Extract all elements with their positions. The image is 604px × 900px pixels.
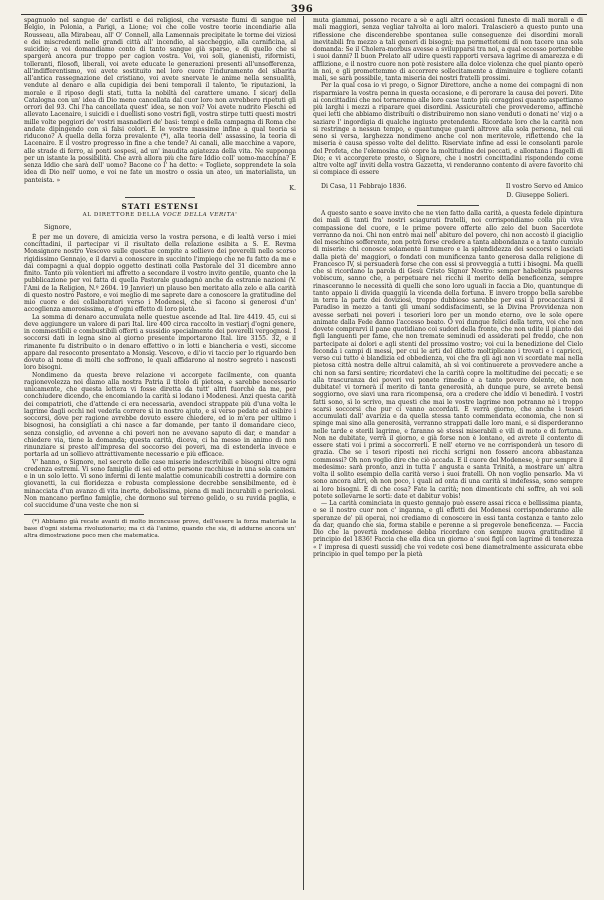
letter-closing: Il vostro Servo ed Amico [505,182,583,190]
section-subheading [24,212,296,219]
letter-date: Di Casa, 11 Febbrajo 1836. [321,182,407,190]
left-column [24,17,296,539]
page-number: 396 [290,4,314,15]
letter-dateline [313,183,583,190]
letter-paragraph: La somma di denaro accumulata nelle questue ascende ad Ital. lire 4419. 45, cui si deve aggiungere un valore di pari Ital. lire 400 circa raccolto in vestiarj d'ogni genere, in commestibili e combustibili offerti a sussidio specialmente dei poverelli vergognosi. I soccorsi dati in legna sino al giorno presente importarono Ital. lire 3155. 32, e il rimanente fu distribuito o in denaro effettivo o in lotti e biancheria e vesti, siccome appare dal resoconto presentato a Monsig. Vescovo, e di'io vi taccio per lo riguardo ben dovuto al nome di molti che soffrono, le quali affidarono al nostro segreto i nascosti loro bisogni. [24,313,296,372]
letter-salutation: Signore, [44,222,72,231]
right-column [313,17,583,558]
section-separator [125,197,195,198]
subheading-journal: VOCE DELLA VERITA' [162,212,238,219]
subheading-prefix: AL DIRETTORE DELLA [82,212,161,219]
editorial-paragraph: — La carità cominciata in questo gennajo può essere assai ricca e bellissima pianta, e se il nostro cuor non c' inganna, e gli effetti dei Modenesi corrisponderanno alle speranze de' pii operai, noi crediamo di conoscere in essi tanta costanza e tanto zelo da dar, quando che sia, forma stabile e perenne a sì pregevole beneficenza. — Faccia Dio che la povertà modenese debba ricordare con sempre nuova gratitudine il principio del 1836! Faccia che ella dica un giorno a' suoi figli con lagrime di tenerezza « l' impresa di questi sussidj che voi vedete così bene diametralmente assicurata ebbe principio in quel tempo per la pietà [313,500,583,558]
letter-paragraph: Nondimeno da questa breve relazione vi accorgete facilmente, con quanta ragionevolezza noi diamo alla nostra Patria il titolo di pietosa, e sarebbe necessario unicamente, che questa lettera vi fosse diretta da tutt' altri fuorchè da me, per conchiudere dicendo, che encomiando la carità si lodano i Modenesi. Anzi questa carità dei compatrioti, che d'attende ci era necessaria, avendoci strappate più d'una volta le lagrime dagli occhi nel vederla correre sì in nostro ajuto, e sì verso pedate ad esibire i soccorsi, dove per ragione avrebbe dovuto essere chiedere, ed io m'era per ultimo i bisognosi, ha consigliati a chi nasce a far domande, per tanto il domandare cieco, senza consiglio, ed avvenne a chi poveri non ne avevano saputo di dar, e mandar a chiedere via, tiene la domanda; questa carità, diceva, ci ha messo in animo di non rinunziare si presto all'impresa del soccorso dei poveri, ma di estenderla invece e portarla ad un sollievo attrattivamente necessario e più efficace. [24,371,296,459]
letter-paragraph: È per me un dovere, di amicizia verso la vostra persona, e di lealtà verso i miei concittadini, il partecipar vi il risultato della relazione esibita a S. E. Revma Monsignore nostro Vescovo sulle questue compite a sollievo dei poverelli nello scorso rigidissimo Gennajo, e il darvi a conoscere in succinto l'impiego che ne fu fatto da me e dai compagni a qual doppio oggetto destinati colla Pastorale del 31 dicembre anno finito. Tanto più volentieri mi affretto a secondare il vostro invito gentile, quanto che la pubblicazione per voi fatta di quella Pastorale guadagnò anche da estranie nazioni (V. l'Ami de la Religion, N.º 2604. 19 Janvier) un plauso ben meritato alla zelo e alla carità di questo nostro Pastore, e voi meglio di me saprete dare a conoscere la gratitudine del mio cuore e dei collaboratori verso i Modenesi, che sì facono sì generosi d'un' accoglienza amorosissima, e d'ogni effetto di loro pietà. [24,233,296,314]
letter-signer: D. Giuseppe Solieri. [506,191,569,199]
letter-paragraph: V' hanno, o Signore, nel secreto delle case miserie indescrivibili e bisogni oltre ogni credenza estremi. Vi sono famiglie di sei ed otto persone racchiuse in una sola camera e in un solo letto. Vi sono infermi di lente malattie comunicabili costretti a dormire con giovanetti, la cui floridezza e robusta complessione decrebbe sensibilmente, ed è minacciata d'un avanzo di vita inerte, debolissima, piena di mali incurabili e pericolosi. Non mancano perfino famiglie, che dormono sul terreno gelido, o su ruvida paglia, e col succidume d'una veste che non si [24,458,296,509]
letter-paragraph: Per la qual cosa io vi prego, o Signor Direttore, anche a nome dei compagni di non risparmiare la vostra penna in questa occasione, e di perorare la causa dei poveri. Dite ai concittadini che noi torneremo alle loro case tanto più coraggiosi quanto aspettiamo più larghi i mezzi a riparare quei disordini. Assicurateli che provvederemo, affinchè quei letti che abbiamo distribuiti o distribuiremo non siano venduti o donati ne' vizj o a saziare l' ingordigia di qualche ingiusto pretendente. Ricordate loro che la carità non si restringe a nessun tempo, e quantunque guardi altrove alla sola persona, nel cui seno si versa, larghezza nondimeno anche col non meritevole, riflettendo che la miseria è causa spesso volte del delitto. Riserviate infine ad essi le consolanti parole del Profeta, che l'elemosina ciò copre la moltitudine dei peccati, e allontana i flagelli di Dio; e vi accorgerete presto, o Signore, che i nostri concittadini rispondendo come altre volte agl' inviti della vostra Gazzetta, vi renderanno contento di avere favorito chi si compiace di essere [313,82,583,177]
letter-paragraph: muta giammai, possono recare a sè e agli altri occasioni funeste di mali morali e di mali maggiori, senza vegliar talvolta ai loro malori. Tralascierò a questo punto una riflessione che discenderebbe spontanea sulle conseguenze dei disordini morali inevitabili fra mezzo a tali generi di bisogni; ma permettetemi di non tacere una sola domanda: Se il Cholera-morbus avesse a svilupparsi tra noi, a qual eccesso porterebbe i suoi danni? Il buon Prelato all' udire questi rapporti versava lagrime di amarezza e di afflizione, e il nostro cuore non potè resistere alla dolce violenza che quel pianto operò in noi, e gli promettemmo di accorrere sollecitamente a diminuire e togliere cotanti mali, se sarà possibile, tanta miseria dei nostri fratelli prossimi. [313,17,583,82]
footnote: (*) Abbiamo già recate avanti di molto inconcusse prove, dell'essere la forza materiale la base d'ogni sistema rivoluzionario; ma ci dà l'animo, quando che sia, di addurne ancora un' altra dimostrazione poco men che matematica. [24,519,296,539]
section-separator [417,205,479,206]
header-rule [21,14,587,15]
column-divider [303,16,304,890]
editorial-paragraph: A questo santo e soave invito che ne vien fatto dalla carità, a questa fedele dipintura dei mali di tanti fra' nostri sciagurati fratelli, noi corrispondiamo colla più viva compassione del cuore, e le prime povere offerte allo zelo del buon Sacerdote verranno da noi. Chi non entrò mai nell' abituro del povero, chi non accostò il giaciglio del meschino sofferente, non potrà forse credere a tanta abbondanza e a tanto cumulo di miserie: chi conosce solamente il numero e la splendidezza dei soccorsi o lasciati dalla pietà de' maggiori, o fondati con munificenza tanto generosa dalla religione di Francesco IV, si persuaderà forse che con essi si provveggia a tutti i bisogni. Ma quelli che si ricordano la parola di Gesù Cristo Signor Nostro: semper habebitis pauperes vobiscum, sanno che, a perpetuare nei ricchi il merito della beneficenza, sempre rinasceranno le necessità di quelli che sono loro uguali in faccia a Dio, quantunque di tanto appaio li divida quaggiù la vicenda della fortuna. E invero troppo bella sarebbe in terra la parte dei doviziosi, troppo dubbioso sarebbe per essi il procacciarsi il Paradiso in mezzo a tanti gli umani soddisfacimenti, se la Divina Provvidenza non avesse serbati nei poveri i tesorieri loro per un mondo eterno, ove le sole opere animate dalla Fede danno l'accesso beato. O voi dunque felici della terra, voi che non dovete comprarvi il pane quotidiano coi sudori della fronte, che non udite il pianto dei figli languenti per fame, che non tremate seminudi ed assiderati pel freddo, che non partecipate ai dolori e agli stenti del prossimo vostro; voi cui la benedizione del Cielo feconda i campi di messi, per cui le arti del diletto moltiplicano i trovati e i capricci, verso cui tutto è blandizia ed obbedienza, voi che fra gli agi non vi scordate mai nella pietosa città nostra delle altrui calamità, ah sì voi continuerete a provvedere anche a chi non sa farsi sentire; ricordatevi che la carità copre la moltitudine dei peccati; e se alla trascuranza dei poveri voi ponete rimedio e a tanto povero dolente, oh non dubitate! vi tornerà il merito di tanta generosità, ah dunque pure, se avrete bensì soggiorno, ove siavi una rara ricompensa, ora a credere che iddio vi benedirà. I vostri fatti sono, sì lo scrivo, ma questi che mai le vostre lagrime non potranno nè i troppo scarsi soccorsi che pur ci vanno accordati. E verrà giorno, che anche i tesori accumulati dall' avarizia e da quella stessa tanto commendata economia, che non si spinge mai sino alla generosità, verranno strappati dalle loro mani, e si disperderanno nelle tarde e sterili lagrime, e faranno sè stessi miserabili e vili di moto e di fortuna. Non ne dubitate, verrà il giorno, e già forse non è lontano, ed avrete il contento di essere stati voi i primi a soccorrerli. E nell' eterno ve ne corrisponderà un tesoro di grazia. Che se i tesori riposti nei ricchi scrigni non fossero ancora abbastanza commossi? Oh non voglio dire che ciò accada. E il cuore del Modenese, è pur sempre il medesimo: sarà pronto, anzi in tutta l' angusta e santa Trinità, a mostrare un' altra volta il solito esempio della carità verso i suoi fratelli. Oh non voglio pensarlo. Ma vi sono ancora altri, oh non poco, i quali ad onta di una carità sì indefessa, sono sempre ai loro bisogni. E di che cosa? Fate la carità; non dimenticate chi soffre, ah voi soli potete sollevarne le sorti: date et dabitur vobis! [313,210,583,500]
article-signature: K. [289,183,296,192]
footnote-rule [24,514,144,515]
section-heading: STATI ESTENSI [121,202,199,211]
article-continuation-paragraph: spagnuolo nel sangue de' carlisti e dei religiosi, che versaste fiumi di sangue nel Belgio, in Polonia, a Parigi, a Lione; voi che colle vostre teorie incendiarie alla Rousseau, alla Mirabeau, all' O' Connell, alla Lamennais precipitate le torme dei viziosi e dei miscredenti nelle grandi città all' incendio, al saccheggio, alla carnificina, al suicidio; a voi domandiamo conto di tanto sangue già sparso, e di quello che si spargerà ancora pur troppo per cagion vostra. Voi, voi soli, gianenisti, riformisti, tolleranti, filosofi, liberali, voi avete educate le generazioni presenti all'unsofferenza, all'indifferentismo, voi avete sostituito nel loro cuore l'induramento del sibaritа all'antica rassegnazione del cristiano, voi avete snervate le anime nella sensualità, vendute al denaro e alla cupidigia dei beni temporali il talento, 'le riputazioni, la morale e il riposo degli stati, tutta la nobiltà del carattere umano. I sicarj della Catalogna con un' idea di Dio meno cancellata dal cuor loro non avrebbero ripetuti gli orrori del 93. Chi l'ha cancellata quest' idea, se non voi? Voi avete nudrito Fieschi ed allevato Lacenaire, i suicidi e i duellisti sono vostri figli, vostra stirpe tutti questi mostri mille volte peggiori de' vostri masnadieri de' basi: tempi e della campagna di Roma che andate dipingendo con sì falsi colori. E le vostre massime infine a qual teoria si riducono? A quella della forza prevalente (*), alla teoria dell' assassino, la teoria di Lacenaire. E il vostro progresso in fine a che tende? Ai canali, alle macchine a vapore, alle strade di ferro, ai ponti sospesi, ad un' inaudita agiatezza della vita. Ne supponga per un istante la possibilità. Che avrà allora più che fare Iddio coll' uomo-macchina? E senza Iddio che sarà dell' uomo? Bacone co l' ha detto: « Togliete, sopprendete la sola idea di Dio nell' uomo, e voi ne fate un mostro o ossia un ateo, un materialista, un panteista. » [24,17,296,184]
